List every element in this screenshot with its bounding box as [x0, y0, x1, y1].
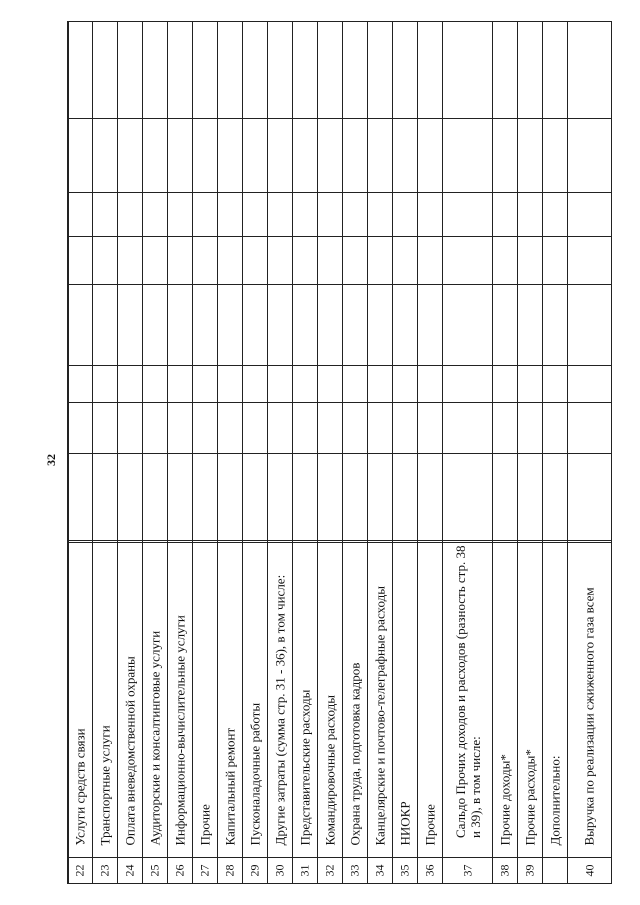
row-label: Другие затраты (сумма стр. 31 - 36), в том числе:: [272, 574, 288, 846]
row-label: Прочие: [197, 804, 213, 846]
row-number: 26: [172, 864, 187, 877]
row-label: Охрана труда, подготовка кадров: [347, 662, 363, 846]
row-label-cell: [168, 540, 192, 857]
row-label-cell: [418, 540, 442, 857]
row-label-cell: [518, 540, 542, 857]
row-number-cell: [68, 857, 92, 883]
row-number-cell: [543, 857, 567, 883]
row-label: НИОКР: [397, 801, 413, 846]
row-number: 28: [222, 864, 237, 877]
row-number: 22: [72, 864, 87, 877]
column-divider: [68, 402, 611, 403]
row-number: 32: [322, 864, 337, 877]
row-label: Сальдо Прочих доходов и расходов (разность стр. 38 и 39), в том числе:: [453, 545, 483, 838]
row-number: 33: [347, 864, 362, 877]
row-number: 29: [247, 864, 262, 877]
row-number-cell: [218, 857, 242, 883]
row-number-cell: [368, 857, 392, 883]
row-label: Дополнительно:: [547, 755, 563, 846]
column-divider: [68, 284, 611, 285]
row-number-cell: [568, 857, 611, 883]
row-number: 34: [372, 864, 387, 877]
row-label: Командировочные расходы: [322, 694, 338, 846]
row-label-cell: [493, 540, 517, 857]
row-number: 38: [497, 864, 512, 877]
column-divider: [68, 118, 611, 119]
row-label: Информационно-вычислительные услуги: [172, 615, 188, 846]
column-divider: [68, 542, 611, 543]
row-label-cell: [143, 540, 167, 857]
rotated-data-table: [67, 21, 612, 884]
row-label-cell: [343, 540, 367, 857]
row-number-cell: [193, 857, 217, 883]
row-number: 39: [522, 864, 537, 877]
row-number-cell: [318, 857, 342, 883]
row-label-cell: [243, 540, 267, 857]
row-number-cell: [418, 857, 442, 883]
column-divider: [68, 192, 611, 193]
row-number: 23: [97, 864, 112, 877]
row-label-cell: [318, 540, 342, 857]
row-label-cell: [93, 540, 117, 857]
row-label-cell: [368, 540, 392, 857]
row-label: Оплата вневедомственной охраны: [122, 656, 138, 846]
row-label-cell: [218, 540, 242, 857]
row-label-cell: [293, 540, 317, 857]
row-label: Выручка по реализации сжиженного газа всем: [581, 587, 597, 846]
page-number: 32: [44, 454, 58, 466]
row-number: 40: [582, 864, 596, 877]
row-number-cell: [268, 857, 292, 883]
row-number-cell: [243, 857, 267, 883]
row-number-cell: [143, 857, 167, 883]
row-label: Услуги средств связи: [72, 728, 88, 846]
row-label-cell: [193, 540, 217, 857]
row-label-cell: [443, 540, 492, 857]
row-number: 31: [297, 864, 312, 877]
row-label: Капитальный ремонт: [222, 727, 238, 846]
row-number-cell: [443, 857, 492, 883]
column-divider: [68, 453, 611, 454]
row-number: 25: [147, 864, 162, 877]
row-label: Аудиторские и консалтинговые услуги: [147, 630, 163, 846]
row-label-cell: [568, 540, 611, 857]
row-label-cell: [393, 540, 417, 857]
row-number-cell: [118, 857, 142, 883]
row-label: Прочие расходы*: [522, 749, 538, 846]
row-number-cell: [393, 857, 417, 883]
row-label-cell: [543, 540, 567, 857]
row-number-cell: [168, 857, 192, 883]
row-label-cell: [268, 540, 292, 857]
row-number: 27: [197, 864, 212, 877]
row-number: 37: [460, 864, 474, 877]
row-label: Представительские расходы: [297, 689, 313, 846]
row-label-cell: [68, 540, 92, 857]
row-label: Прочие доходы*: [497, 754, 513, 846]
column-divider: [68, 236, 611, 237]
row-label: Канцелярские и почтово-телеграфные расходы: [372, 585, 388, 846]
row-number-cell: [493, 857, 517, 883]
row-label: Транспортные услуги: [97, 725, 113, 846]
row-label: Прочие: [422, 804, 438, 846]
row-label-cell: [118, 540, 142, 857]
row-number: 35: [397, 864, 412, 877]
row-number-cell: [293, 857, 317, 883]
row-number-cell: [93, 857, 117, 883]
row-number: 36: [422, 864, 437, 877]
row-number: 30: [272, 864, 287, 877]
row-number-cell: [343, 857, 367, 883]
row-number-cell: [518, 857, 542, 883]
row-label: Пусконаладочные работы: [247, 702, 263, 846]
row-number: 24: [122, 864, 137, 877]
column-divider: [68, 365, 611, 366]
